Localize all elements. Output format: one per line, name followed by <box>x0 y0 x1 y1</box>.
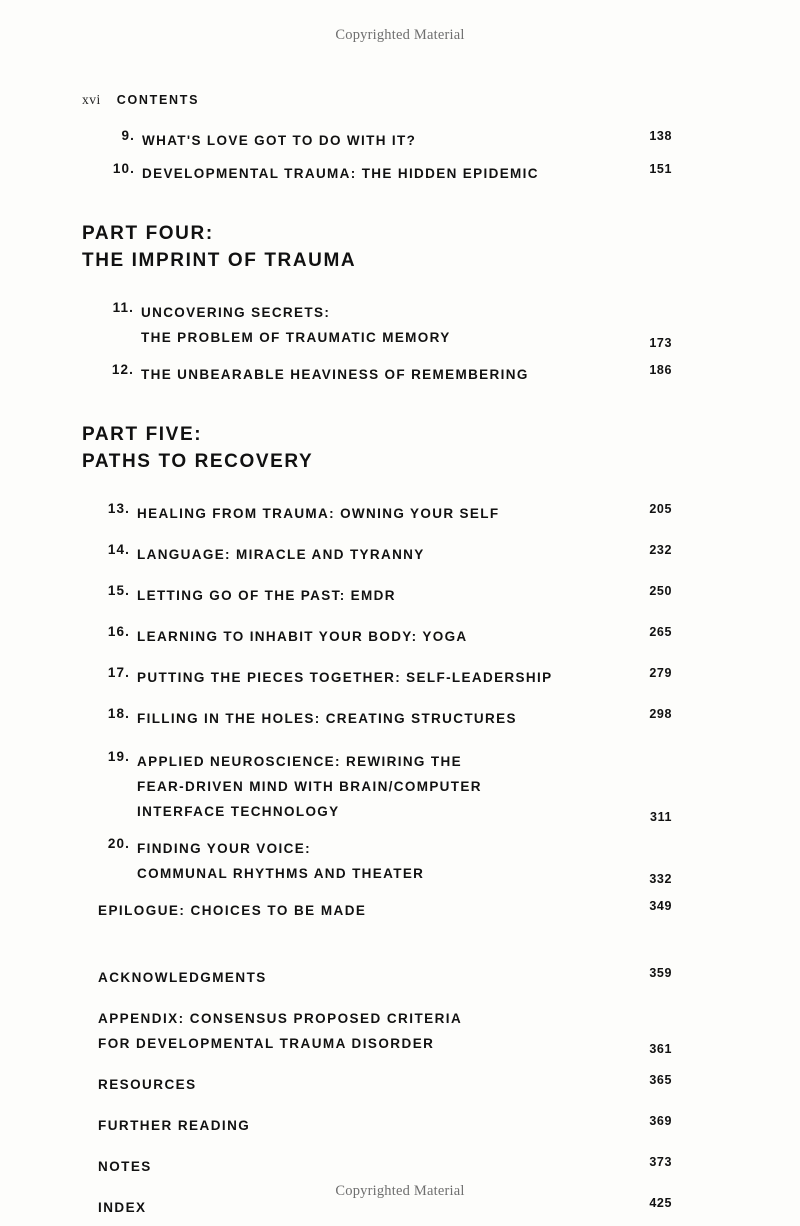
toc-entry[interactable] <box>82 624 672 649</box>
chapter-page: 151 <box>649 162 672 176</box>
toc-entry[interactable] <box>82 300 672 350</box>
toc-entry[interactable] <box>82 501 672 526</box>
toc-entry[interactable] <box>82 362 672 387</box>
chapter-title <box>137 836 424 886</box>
chapter-number: 13. <box>107 501 130 516</box>
chapter-number: 9. <box>121 128 135 143</box>
chapter-title <box>137 749 482 824</box>
backmatter-page: 425 <box>649 1196 672 1210</box>
chapter-page: 279 <box>649 666 672 680</box>
chapter-number: 14. <box>107 542 130 557</box>
chapter-title-line2: COMMUNAL RHYTHMS AND THEATER <box>137 866 425 881</box>
chapter-title: THE UNBEARABLE HEAVINESS OF REMEMBERING <box>141 367 529 382</box>
toc-entry[interactable] <box>82 836 672 886</box>
chapter-number: 20. <box>107 836 130 851</box>
chapter-title: WHAT'S LOVE GOT TO DO WITH IT? <box>142 133 417 148</box>
chapter-page: 250 <box>649 584 672 598</box>
chapter-page: 298 <box>649 707 672 721</box>
chapter-title: LEARNING TO INHABIT YOUR BODY: YOGA <box>137 629 468 644</box>
chapter-title-line1: FINDING YOUR VOICE: <box>137 841 311 856</box>
chapter-number: 17. <box>107 665 130 680</box>
toc-entry-backmatter[interactable] <box>82 965 672 990</box>
chapter-title: PUTTING THE PIECES TOGETHER: SELF-LEADERSHIP <box>137 670 553 685</box>
chapter-title-line2: THE PROBLEM OF TRAUMATIC MEMORY <box>141 330 451 345</box>
page-folio: xvi <box>82 92 101 107</box>
chapter-page: 232 <box>649 543 672 557</box>
chapter-title-line1: UNCOVERING SECRETS: <box>141 305 331 320</box>
chapter-number: 10. <box>112 161 135 176</box>
epilogue-title: EPILOGUE: CHOICES TO BE MADE <box>98 903 367 918</box>
backmatter-title: INDEX <box>98 1200 147 1215</box>
backmatter-title: NOTES <box>98 1159 152 1174</box>
toc-entry-backmatter[interactable] <box>82 1154 672 1179</box>
chapter-page: 311 <box>650 810 672 824</box>
toc-entry-backmatter[interactable] <box>82 1072 672 1097</box>
chapter-title: LANGUAGE: MIRACLE AND TYRANNY <box>137 547 425 562</box>
chapter-page: 138 <box>649 129 672 143</box>
chapter-title: LETTING GO OF THE PAST: EMDR <box>137 588 396 603</box>
toc-entry[interactable] <box>82 665 672 690</box>
chapter-title: HEALING FROM TRAUMA: OWNING YOUR SELF <box>137 506 500 521</box>
table-of-contents <box>82 128 672 1226</box>
part-four-line2: THE IMPRINT OF TRAUMA <box>82 250 357 271</box>
backmatter-page: 373 <box>649 1155 672 1169</box>
chapter-page: 186 <box>649 363 672 377</box>
chapter-title-line2: FEAR-DRIVEN MIND WITH BRAIN/COMPUTER <box>137 779 482 794</box>
toc-entry-backmatter[interactable] <box>82 1113 672 1138</box>
part-five-line2: PATHS TO RECOVERY <box>82 451 314 472</box>
section-spacer <box>82 929 672 965</box>
copyright-watermark-top: Copyrighted Material <box>335 27 465 43</box>
backmatter-page: 369 <box>649 1114 672 1128</box>
running-head-title: CONTENTS <box>116 93 200 107</box>
chapter-number: 18. <box>107 706 130 721</box>
chapter-page: 173 <box>649 336 672 350</box>
backmatter-title-line2: FOR DEVELOPMENTAL TRAUMA DISORDER <box>98 1036 435 1051</box>
backmatter-title: FURTHER READING <box>98 1118 251 1133</box>
running-head <box>82 92 199 108</box>
chapter-title-line1: APPLIED NEUROSCIENCE: REWIRING THE <box>137 754 462 769</box>
toc-entry[interactable] <box>82 161 672 186</box>
chapter-number: 11. <box>112 300 134 315</box>
toc-entry[interactable] <box>82 128 672 153</box>
chapter-title: DEVELOPMENTAL TRAUMA: THE HIDDEN EPIDEMIC <box>142 166 539 181</box>
chapter-number: 12. <box>111 362 134 377</box>
chapter-page: 265 <box>649 625 672 639</box>
chapter-number: 19. <box>107 749 130 764</box>
toc-entry[interactable] <box>82 749 672 824</box>
part-heading-four <box>82 220 672 274</box>
toc-entry-epilogue[interactable] <box>82 898 672 923</box>
chapter-number: 16. <box>107 624 130 639</box>
chapter-title: FILLING IN THE HOLES: CREATING STRUCTURES <box>137 711 517 726</box>
chapter-page: 332 <box>649 872 672 886</box>
copyright-watermark-bottom: Copyrighted Material <box>335 1183 465 1199</box>
chapter-page: 205 <box>649 502 672 516</box>
backmatter-page: 359 <box>649 966 672 980</box>
epilogue-page: 349 <box>649 899 672 913</box>
backmatter-title: RESOURCES <box>98 1077 197 1092</box>
backmatter-page: 365 <box>649 1073 672 1087</box>
backmatter-title-line1: APPENDIX: CONSENSUS PROPOSED CRITERIA <box>98 1011 463 1026</box>
chapter-title-line3: INTERFACE TECHNOLOGY <box>137 804 340 819</box>
toc-entry[interactable] <box>82 706 672 731</box>
chapter-title <box>141 300 451 350</box>
backmatter-page: 361 <box>649 1042 672 1056</box>
toc-entry[interactable] <box>82 583 672 608</box>
part-five-line1: PART FIVE: <box>82 424 203 445</box>
backmatter-title: ACKNOWLEDGMENTS <box>98 970 267 985</box>
part-heading-five <box>82 421 672 475</box>
toc-entry-backmatter[interactable] <box>82 1006 672 1056</box>
backmatter-title <box>98 1006 462 1056</box>
part-four-line1: PART FOUR: <box>82 223 214 244</box>
toc-entry[interactable] <box>82 542 672 567</box>
chapter-number: 15. <box>107 583 130 598</box>
